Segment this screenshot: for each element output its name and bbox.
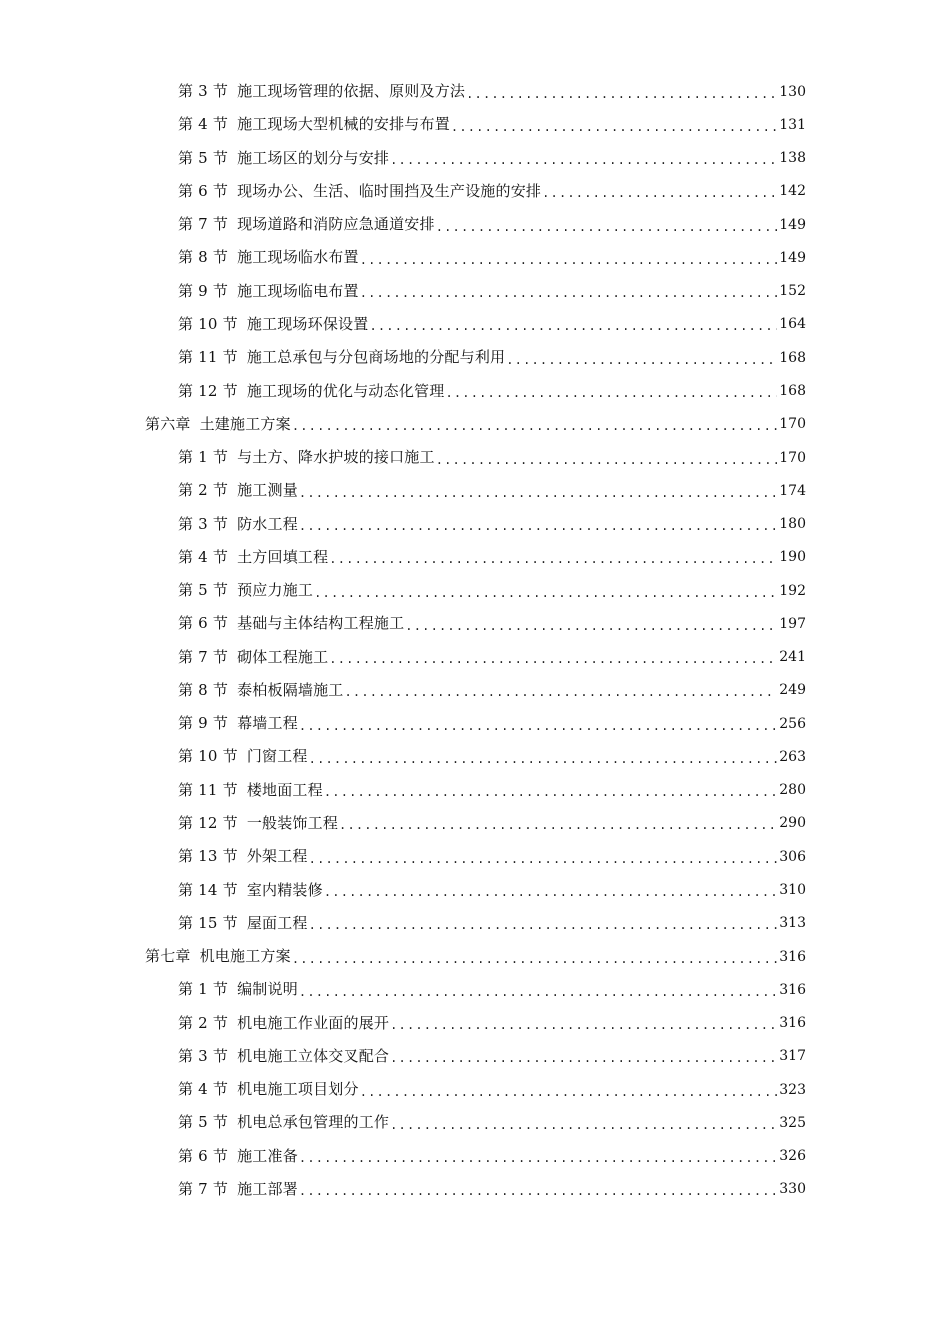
dot-leader [451,121,777,133]
toc-entry-title: 泰柏板隔墙施工 [237,680,344,699]
toc-entry-page-number: 313 [779,915,806,932]
toc-section-entry[interactable] [0,208,950,241]
toc-entry-number: 第 8 节 [178,248,229,267]
toc-entry-label [178,616,404,631]
toc-entry-number: 第 14 节 [178,880,238,899]
toc-entry-label [178,250,359,265]
toc-entry-number: 第 5 节 [178,148,229,167]
toc-entry-page-number: 190 [779,549,806,566]
toc-section-entry[interactable] [0,341,950,374]
toc-entry-page-number: 316 [779,981,806,998]
toc-entry-label [178,1082,359,1097]
dot-leader [360,1086,778,1098]
toc-entry-title: 外架工程 [246,847,308,866]
toc-entry-label [178,780,323,799]
toc-entry-title: 机电施工项目划分 [237,1080,359,1099]
toc-entry-label [178,181,542,200]
toc-entry-title: 施工现场管理的依据、原则及方法 [237,82,466,101]
toc-chapter-entry[interactable] [0,408,950,441]
toc-entry-number: 第 9 节 [178,714,229,733]
toc-entry-number: 第 3 节 [178,514,229,533]
toc-section-entry[interactable] [0,441,950,474]
toc-section-entry[interactable] [0,1040,950,1073]
toc-entry-title: 屋面工程 [246,913,308,932]
dot-leader [390,1119,777,1131]
toc-entry-page-number: 168 [779,383,806,400]
toc-entry-number: 第 13 节 [178,847,238,866]
toc-section-entry[interactable] [0,308,950,341]
toc-entry-label [178,913,308,932]
toc-entry-label [178,583,313,598]
toc-section-entry[interactable] [0,807,950,840]
dot-leader [292,420,777,432]
toc-section-entry[interactable] [0,973,950,1006]
toc-section-entry[interactable] [0,707,950,740]
dot-leader [390,1052,777,1064]
toc-entry-label [178,84,465,99]
dot-leader [339,819,777,831]
toc-section-entry[interactable] [0,275,950,308]
toc-section-entry[interactable] [0,574,950,607]
toc-entry-number: 第 2 节 [178,1013,229,1032]
toc-section-entry[interactable] [0,374,950,407]
toc-entry-title: 门窗工程 [246,747,308,766]
toc-entry-number: 第 6 节 [178,614,229,633]
toc-entry-page-number: 180 [779,516,806,533]
toc-entry-number: 第七章 [145,947,191,966]
toc-section-entry[interactable] [0,1140,950,1173]
toc-entry-label [178,450,435,465]
toc-entry-title: 施工总承包与分包商场地的分配与利用 [246,348,506,367]
toc-entry-label [178,117,450,132]
toc-entry-label [178,1013,390,1032]
toc-entry-label [178,982,298,997]
toc-section-entry[interactable] [0,674,950,707]
dot-leader [345,686,778,698]
dot-leader [324,886,777,898]
toc-entry-title: 机电施工方案 [199,947,291,966]
toc-entry-label [178,148,390,167]
toc-entry-title: 施工准备 [237,1146,298,1165]
toc-entry-number: 第 12 节 [178,381,238,400]
dot-leader [309,753,778,765]
dot-leader [369,320,777,332]
toc-entry-page-number: 249 [779,682,806,699]
toc-entry-title: 施工场区的划分与安排 [237,148,390,167]
toc-entry-number: 第 7 节 [178,215,229,234]
toc-entry-page-number: 326 [779,1148,806,1165]
toc-section-entry[interactable] [0,241,950,274]
toc-entry-page-number: 256 [779,715,806,732]
toc-entry-page-number: 174 [779,482,806,499]
toc-entry-title: 机电施工作业面的展开 [237,1013,390,1032]
toc-section-entry[interactable] [0,607,950,640]
dot-leader [292,953,777,965]
toc-entry-label [178,281,359,300]
toc-entry-label [178,1146,298,1165]
toc-section-entry[interactable] [0,507,950,540]
toc-entry-label [178,1046,390,1065]
dot-leader [299,1152,777,1164]
toc-entry-page-number: 168 [779,349,806,366]
toc-entry-label [178,880,323,899]
toc-entry-title: 施工测量 [237,481,298,500]
toc-entry-page-number: 142 [779,183,806,200]
toc-entry-number: 第 8 节 [178,680,229,699]
toc-entry-label [178,849,308,864]
toc-entry-number: 第 9 节 [178,281,229,300]
toc-entry-title: 预应力施工 [237,581,314,600]
dot-leader [299,1185,777,1197]
toc-section-entry[interactable] [0,907,950,940]
toc-entry-page-number: 263 [779,748,806,765]
toc-section-entry[interactable] [0,108,950,141]
toc-section-entry[interactable] [0,641,950,674]
toc-entry-number: 第 7 节 [178,647,229,666]
toc-entry-label [145,414,291,433]
dot-leader [309,919,778,931]
toc-entry-page-number: 164 [779,316,806,333]
toc-entry-page-number: 280 [779,782,806,799]
toc-entry-page-number: 323 [779,1081,806,1098]
toc-entry-number: 第 2 节 [178,481,229,500]
toc-entry-title: 土建施工方案 [199,414,291,433]
toc-entry-title: 砌体工程施工 [237,647,329,666]
toc-entry-label [178,514,298,533]
dot-leader [329,653,777,665]
toc-chapter-entry[interactable] [0,940,950,973]
toc-section-entry[interactable] [0,873,950,906]
dot-leader [466,88,777,100]
toc-entry-page-number: 170 [779,449,806,466]
dot-leader [299,487,777,499]
toc-entry-title: 施工现场大型机械的安排与布置 [237,115,450,134]
toc-entry-label [178,680,344,699]
toc-entry-label [178,350,505,365]
dot-leader [445,387,777,399]
toc-entry-title: 机电施工立体交叉配合 [237,1046,390,1065]
toc-entry-title: 施工部署 [237,1179,298,1198]
toc-entry-label [178,1115,389,1130]
toc-section-entry[interactable] [0,541,950,574]
toc-entry-label [178,647,329,666]
toc-entry-page-number: 138 [779,150,806,167]
toc-entry-title: 现场办公、生活、临时围挡及生产设施的安排 [237,181,542,200]
dot-leader [506,354,777,366]
toc-entry-page-number: 330 [779,1181,806,1198]
toc-entry-number: 第 12 节 [178,813,238,832]
toc-section-entry[interactable] [0,75,950,108]
toc-entry-page-number: 290 [779,815,806,832]
toc-entry-number: 第 5 节 [178,581,229,600]
toc-entry-page-number: 131 [779,116,806,133]
toc-entry-number: 第 5 节 [178,1113,229,1132]
toc-entry-label [178,483,298,498]
toc-entry-label [178,813,339,832]
dot-leader [360,254,778,266]
dot-leader [324,786,777,798]
toc-entry-label [178,217,435,232]
toc-section-entry[interactable] [0,474,950,507]
toc-entry-page-number: 197 [779,615,806,632]
toc-entry-title: 基础与主体结构工程施工 [237,614,405,633]
toc-entry-title: 机电总承包管理的工作 [237,1113,390,1132]
toc-entry-number: 第 4 节 [178,547,229,566]
dot-leader [299,520,777,532]
toc-entry-title: 土方回填工程 [237,547,329,566]
toc-section-entry[interactable] [0,740,950,773]
toc-entry-number: 第 15 节 [178,913,238,932]
toc-entry-page-number: 316 [779,948,806,965]
toc-entry-number: 第 6 节 [178,1146,229,1165]
toc-entry-label [178,716,298,731]
toc-entry-label [178,1179,298,1198]
toc-entry-page-number: 306 [779,848,806,865]
toc-entry-number: 第 3 节 [178,82,229,101]
toc-entry-page-number: 152 [779,283,806,300]
toc-entry-number: 第 10 节 [178,747,238,766]
toc-entry-page-number: 149 [779,249,806,266]
table-of-contents [0,75,950,1206]
toc-entry-page-number: 149 [779,216,806,233]
toc-entry-title: 与土方、降水护坡的接口施工 [237,448,435,467]
toc-entry-title: 施工现场临水布置 [237,248,359,267]
dot-leader [314,587,777,599]
toc-entry-title: 楼地面工程 [246,780,323,799]
toc-entry-number: 第 4 节 [178,115,229,134]
dot-leader [360,287,778,299]
toc-entry-number: 第 4 节 [178,1080,229,1099]
toc-entry-title: 施工现场临电布置 [237,281,359,300]
toc-section-entry[interactable] [0,175,950,208]
toc-section-entry[interactable] [0,1073,950,1106]
dot-leader [542,187,777,199]
toc-entry-title: 室内精装修 [246,880,323,899]
toc-entry-number: 第 10 节 [178,314,238,333]
toc-entry-label [145,949,291,964]
toc-entry-number: 第 6 节 [178,181,229,200]
toc-entry-label [178,749,308,764]
dot-leader [405,620,777,632]
toc-entry-number: 第 1 节 [178,980,229,999]
toc-entry-title: 施工现场环保设置 [246,314,369,333]
toc-entry-page-number: 310 [779,882,806,898]
toc-entry-number: 第 11 节 [178,780,238,799]
toc-entry-number: 第 3 节 [178,1046,229,1065]
toc-entry-page-number: 170 [779,416,806,433]
toc-section-entry[interactable] [0,142,950,175]
dot-leader [329,553,777,565]
toc-entry-title: 编制说明 [237,980,298,999]
toc-entry-label [178,547,329,566]
toc-section-entry[interactable] [0,840,950,873]
toc-entry-number: 第 1 节 [178,448,229,467]
toc-entry-number: 第 11 节 [178,348,238,367]
toc-entry-title: 防水工程 [237,514,298,533]
dot-leader [390,154,777,166]
toc-entry-page-number: 316 [779,1015,806,1032]
toc-section-entry[interactable] [0,774,950,807]
dot-leader [299,986,777,998]
dot-leader [390,1019,777,1031]
dot-leader [436,454,778,466]
toc-entry-page-number: 325 [779,1114,806,1131]
toc-entry-label [178,314,369,333]
toc-entry-page-number: 192 [779,582,806,599]
toc-entry-title: 幕墙工程 [237,714,298,733]
toc-entry-label [178,381,445,400]
toc-section-entry[interactable] [0,1173,950,1206]
toc-entry-title: 一般装饰工程 [246,813,339,832]
dot-leader [309,853,778,865]
toc-entry-page-number: 130 [779,83,806,100]
dot-leader [299,720,777,732]
toc-entry-title: 施工现场的优化与动态化管理 [246,381,445,400]
toc-section-entry[interactable] [0,1006,950,1039]
toc-entry-number: 第 7 节 [178,1179,229,1198]
toc-section-entry[interactable] [0,1106,950,1139]
toc-entry-number: 第六章 [145,414,191,433]
toc-entry-page-number: 317 [779,1048,806,1065]
toc-entry-title: 现场道路和消防应急通道安排 [237,215,435,234]
toc-entry-page-number: 241 [779,649,806,666]
dot-leader [436,221,778,233]
